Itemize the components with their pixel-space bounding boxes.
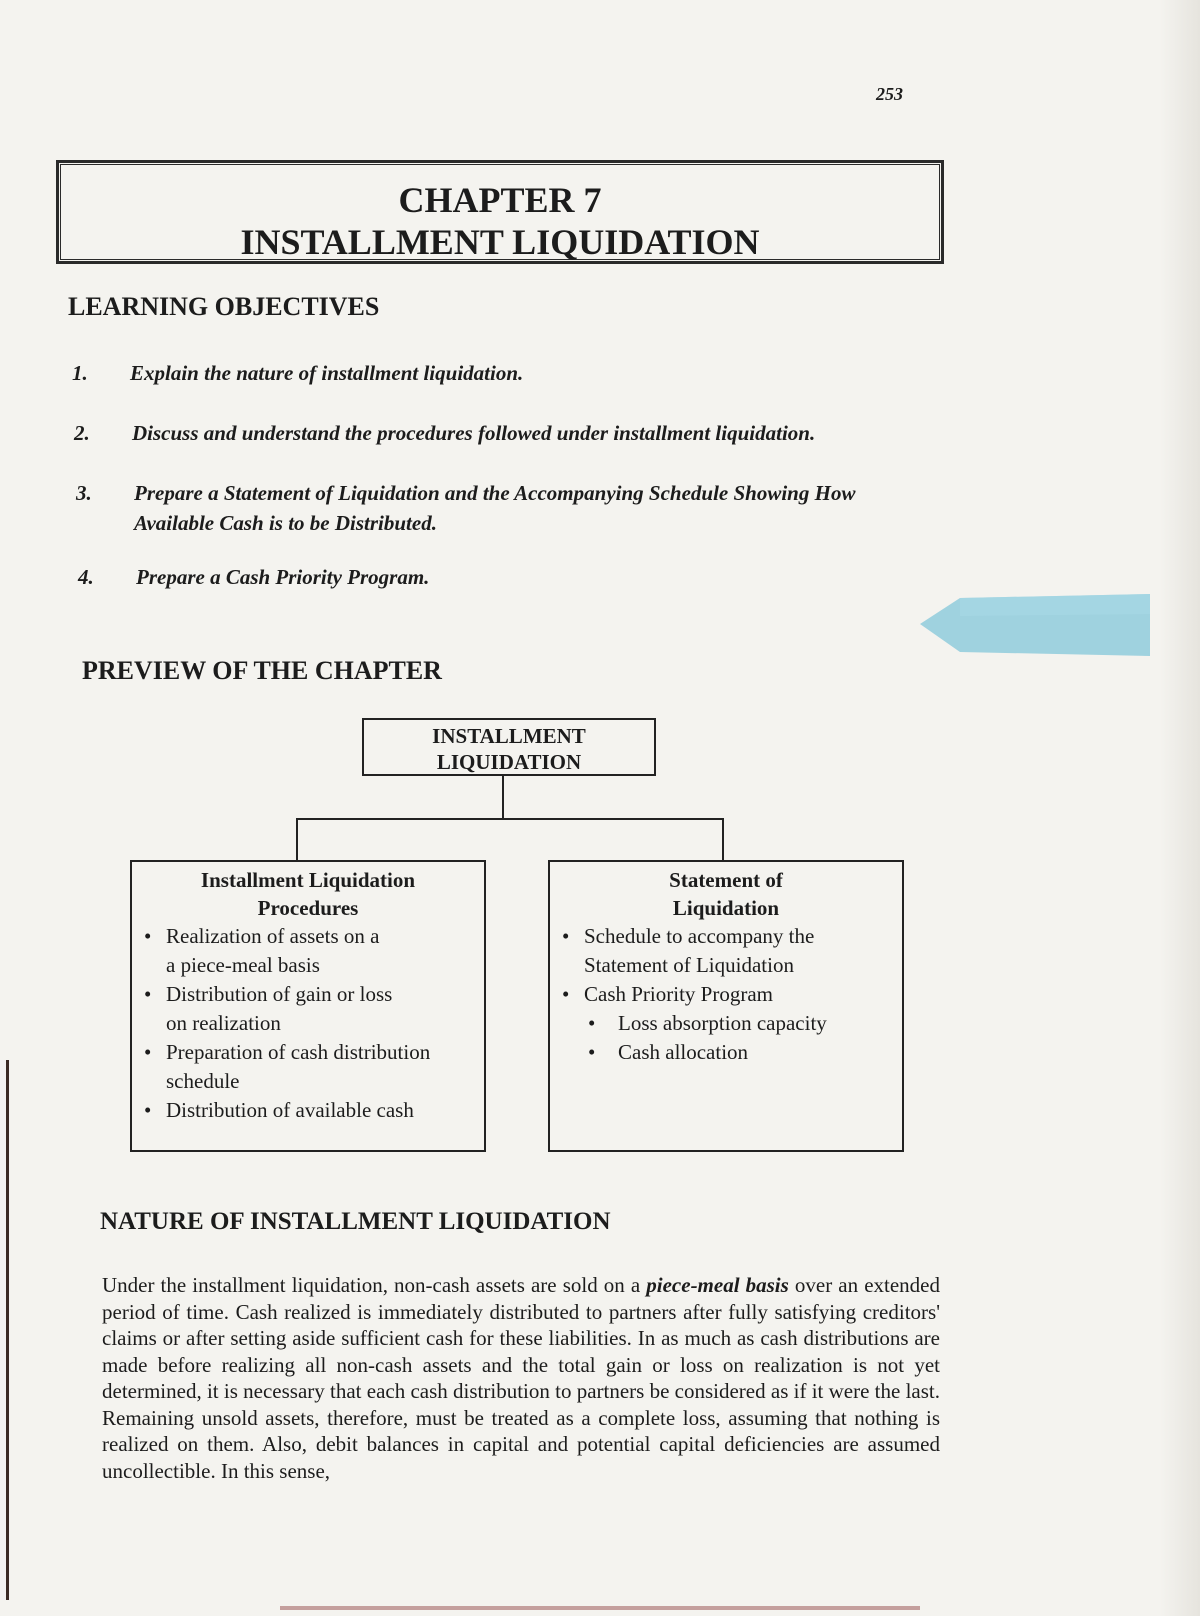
chart-connector [722,818,724,862]
chart-connector [296,818,724,820]
paragraph-text: Under the installment liquidation, non-cash assets are sold on a [102,1273,647,1297]
nature-heading: NATURE OF INSTALLMENT LIQUIDATION [100,1208,611,1235]
objective-text: Prepare a Statement of Liquidation and the Accompanying Schedule Showing How Available Cash is to be Distributed. [134,481,856,535]
chapter-number: CHAPTER 7 [398,180,602,220]
procedures-title-line2: Procedures [257,896,359,920]
list-item [132,1038,484,1096]
objective-item [76,478,956,540]
list-item-text: • Distribution of gain or loss [166,982,393,1006]
list-item [132,980,484,1038]
list-item [132,922,484,980]
list-item [550,980,902,1009]
statement-box-title [550,866,902,922]
objective-item [78,562,958,594]
list-item-text: • Realization of assets on a [166,924,380,948]
list-item [132,1096,484,1125]
chart-root-line1: INSTALLMENT [432,724,586,748]
list-item-text: on realization [166,1011,281,1035]
chart-root-line2: LIQUIDATION [436,750,582,774]
procedures-list [132,922,484,1125]
procedures-box-title [132,866,484,922]
list-item-text: schedule [166,1069,240,1093]
nature-paragraph [102,1272,940,1484]
chart-connector [502,776,504,820]
page-bottom-edge [280,1606,920,1610]
list-item-text: • Preparation of cash distribution [166,1040,431,1064]
objective-item [72,358,952,390]
list-item-text: a piece-meal basis [166,953,320,977]
statement-title-line2: Liquidation [672,896,780,920]
objective-number: 3. [76,481,92,505]
page-edge-right [1160,0,1200,1616]
list-item-text: • Cash allocation [618,1040,749,1064]
chapter-title: INSTALLMENT LIQUIDATION [240,222,760,262]
chart-connector [296,818,298,862]
chapter-title-box [56,160,944,264]
objective-item [74,418,954,450]
list-item-text: • Distribution of available cash [166,1098,414,1122]
learning-objectives-heading: LEARNING OBJECTIVES [68,292,380,321]
chart-root-box [362,718,656,776]
list-item-text: Statement of Liquidation [584,953,794,977]
procedures-box [130,860,486,1152]
page-number: 253 [876,84,903,104]
objective-number: 2. [74,421,90,445]
objective-number: 4. [78,565,94,589]
preview-heading: PREVIEW OF THE CHAPTER [82,656,442,685]
statement-list [550,922,902,1067]
objective-text: Discuss and understand the procedures followed under installment liquidation. [132,421,816,445]
list-item-text: • Cash Priority Program [584,982,773,1006]
list-item [550,922,902,980]
procedures-title-line1: Installment Liquidation [200,868,416,892]
statement-box [548,860,904,1152]
sticky-note-flag [920,594,1150,656]
objective-text: Prepare a Cash Priority Program. [136,565,430,589]
paragraph-emphasis: piece-meal basis [646,1273,789,1297]
objective-text: Explain the nature of installment liquidation. [130,361,524,385]
objective-number: 1. [72,361,88,385]
statement-title-line1: Statement of [669,868,783,892]
page-binding-edge [6,1060,9,1600]
list-item-text: • Loss absorption capacity [618,1011,827,1035]
list-item-text: • Schedule to accompany the [584,924,815,948]
sub-list-item [550,1009,902,1038]
sub-list-item [550,1038,902,1067]
paragraph-text: over an extended period of time. Cash realized is immediately distributed to partners after fully satisfying creditors' claims or after setting aside sufficient cash for these liabilities. In as much as cash distributions are made before realizing all non-cash assets and the total gain or loss on realization is not yet determined, it is necessary that each cash distribution to partners be considered as if it were the last. Remaining unsold assets, therefore, must be treated as a complete loss, assuming that nothing is realized on them. Also, debit balances in capital and potential capital deficiencies are assumed uncollectible. In this sense, [102,1273,940,1483]
